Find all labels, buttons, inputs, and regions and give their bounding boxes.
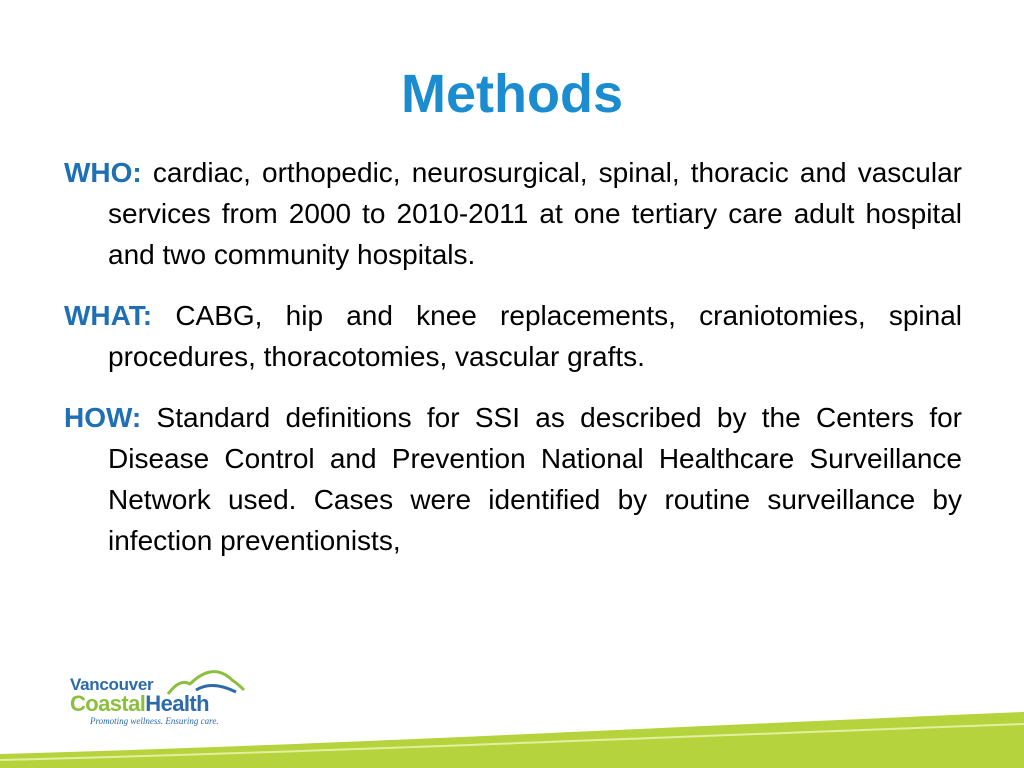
how-label: HOW: bbox=[64, 402, 142, 433]
who-label: WHO: bbox=[64, 157, 142, 188]
what-paragraph bbox=[64, 295, 962, 377]
who-paragraph bbox=[64, 152, 962, 275]
slide-body bbox=[64, 152, 962, 581]
logo-tagline: Promoting wellness. Ensuring care. bbox=[90, 716, 219, 726]
what-text: CABG, hip and knee replacements, craniotomies, spinal procedures, thoracotomies, vascular grafts. bbox=[108, 300, 962, 372]
footer-swoosh bbox=[0, 690, 1024, 768]
how-text: Standard definitions for SSI as described by the Centers for Disease Control and Prevention National Healthcare Surveillance Network used. Cases were identified by routine surveillance by infection preventionists, bbox=[108, 402, 962, 556]
slide-title: Methods bbox=[401, 64, 623, 124]
logo-line-vancouver: Vancouver bbox=[70, 675, 154, 694]
who-text: cardiac, orthopedic, neurosurgical, spinal, thoracic and vascular services from 2000 to 2010-2011 at one tertiary care adult hospital and two community hospitals. bbox=[108, 157, 962, 270]
how-paragraph bbox=[64, 397, 962, 561]
logo-health: Health bbox=[145, 691, 209, 716]
logo-coastal: Coastal bbox=[70, 691, 146, 716]
what-label: WHAT: bbox=[64, 300, 153, 331]
